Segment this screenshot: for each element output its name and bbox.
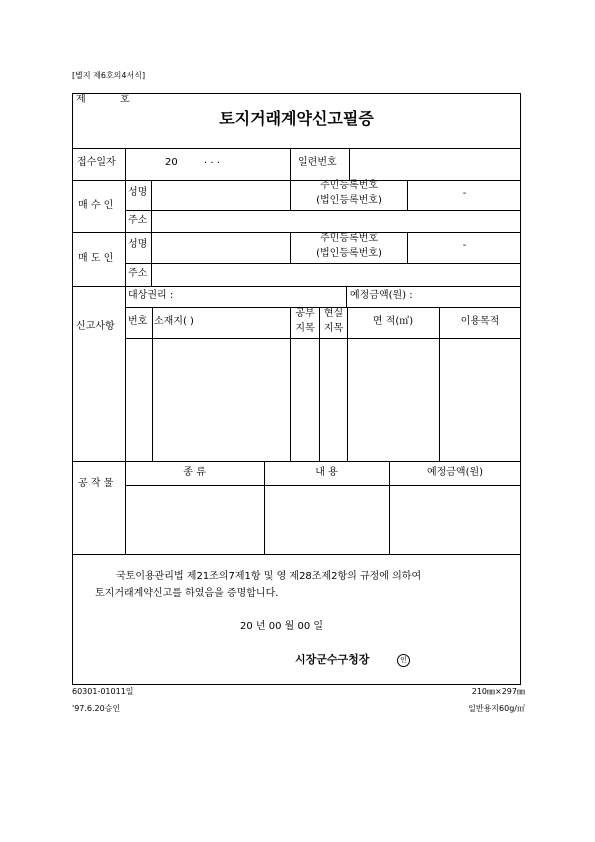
structures-entries-area[interactable] [126,486,520,553]
serial-number-label: 일련번호 [298,157,337,168]
number-label: 제 [76,94,86,105]
col-actual-category-2: 지목 [323,323,344,334]
seller-name-field[interactable] [152,233,289,263]
col-public-category-2: 지목 [295,323,315,334]
issue-date: 20 년 00 월 00 일 [240,621,324,632]
planned-amount-label: 예정금액(원) : [350,290,413,301]
divider [72,232,521,233]
seller-corp-id-label: (법인등록번호) [316,248,382,259]
divider [72,554,521,555]
buyer-id-field[interactable]: - [462,188,467,199]
seller-name-label: 성명 [128,239,148,250]
divider [72,286,521,287]
buyer-name-field[interactable] [152,181,289,210]
seller-address-label: 주소 [128,268,148,279]
reception-date-label: 접수일자 [77,157,116,168]
report-label: 신고사항 [76,321,115,332]
form-code: 60301-01011일 [72,687,134,696]
col-kind: 종 류 [183,467,206,478]
col-public-category-1: 공부 [295,308,315,319]
divider [125,307,521,308]
col-content: 내 용 [315,467,338,478]
buyer-id-label: 주민등록번호 [320,180,378,191]
buyer-address-label: 주소 [128,215,148,226]
page-title: 토지거래계약신고필증 [219,109,374,128]
rights-label: 대상권리 : [128,290,174,301]
seller-id-field[interactable]: - [462,240,467,251]
approval-date: '97.6.20승인 [72,704,121,713]
seller-address-field[interactable] [152,264,520,286]
divider [72,461,521,462]
divider [290,148,291,180]
serial-number-field[interactable] [350,149,520,180]
buyer-address-field[interactable] [152,211,520,232]
seller-id-label: 주민등록번호 [320,233,378,244]
buyer-label: 매 수 인 [78,200,114,211]
buyer-corp-id-label: (법인등록번호) [316,195,382,206]
certificate-line-2: 토지거래계약신고를 하였음을 증명합니다. [95,588,279,599]
col-structure-amount: 예정금액(원) [426,467,484,478]
col-actual-category-1: 현실 [323,308,344,319]
certificate-line-1: 국토이용관리법 제21조의7제1항 및 영 제28조제2항의 규정에 의하여 [116,571,422,582]
col-location: 소재지( ) [154,316,194,327]
reception-date-dots: . . . [204,155,220,166]
col-number: 번호 [128,316,148,327]
buyer-name-label: 성명 [128,187,148,198]
paper-type: 일반용지60g/㎡ [468,704,525,713]
seal-stamp: 인 [397,654,410,667]
divider [346,286,347,307]
col-purpose: 이용목적 [460,316,500,327]
divider [125,148,126,180]
report-entries-area[interactable] [126,339,520,460]
divider [125,180,126,232]
seller-label: 매 도 인 [78,253,114,264]
col-area: 면 적(㎡) [372,316,414,327]
issuer-name: 시장군수구청장 [295,653,370,666]
structures-label: 공 작 물 [78,478,114,489]
paper-size: 210㎜×297㎜ [471,687,525,696]
form-label: [별지 제6호의4서식] [72,71,146,80]
ho-label: 호 [120,94,130,105]
reception-date-field[interactable]: 20 [165,157,178,168]
divider [125,232,126,286]
